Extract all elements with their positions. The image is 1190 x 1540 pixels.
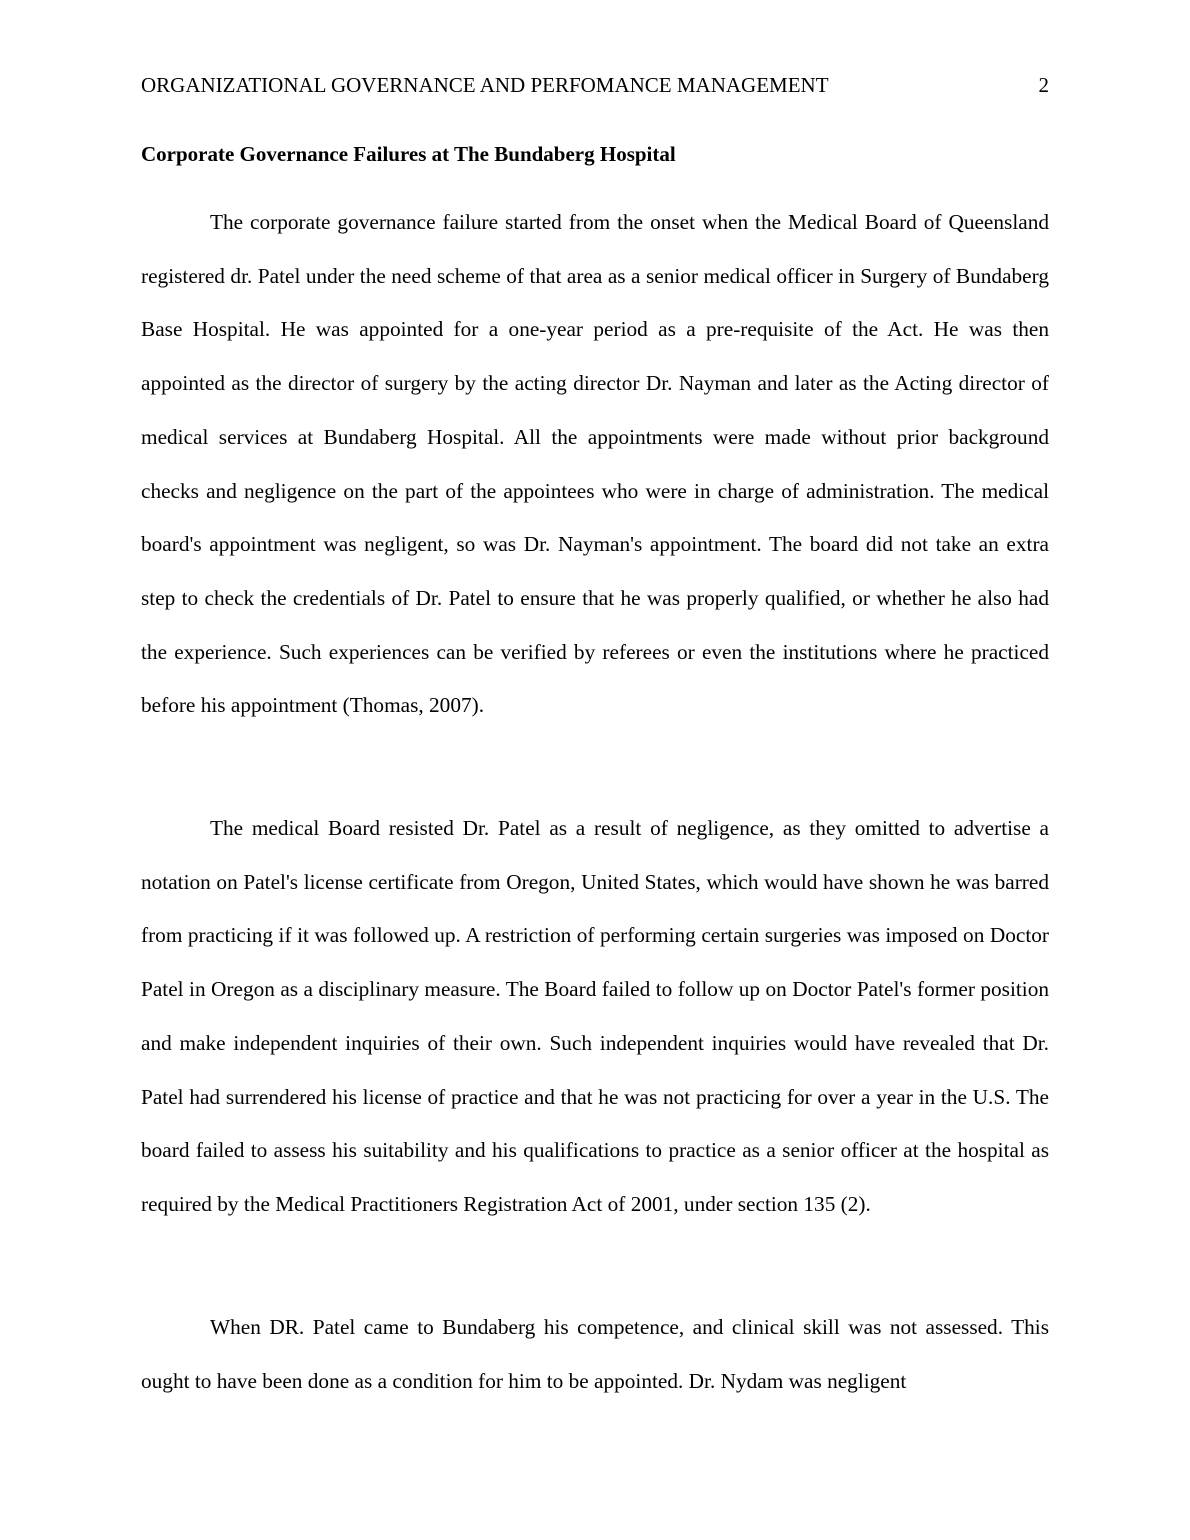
body-paragraph-1: The corporate governance failure started from the onset when the Medical Board of Queensland registered dr. Patel under the need scheme of that area as a senior medical officer in Surgery of Bundaberg Base Hospital. He was appointed for a one-year period as a pre-requisite of the Act. He was then appointed as the director of surgery by the acting director Dr. Nayman and later as the Acting director of medical services at Bundaberg Hospital. All the appointments were made without prior background checks and negligence on the part of the appointees who were in charge of administration. The medical board's appointment was negligent, so was Dr. Nayman's appointment. The board did not take an extra step to check the credentials of Dr. Patel to ensure that he was properly qualified, or whether he also had the experience. Such experiences can be verified by referees or even the institutions where he practiced before his appointment (Thomas, 2007). bbox=[141, 210, 1049, 718]
section-heading: Corporate Governance Failures at The Bundaberg Hospital bbox=[141, 142, 676, 166]
running-head bbox=[141, 72, 1049, 98]
running-head-title: ORGANIZATIONAL GOVERNANCE AND PERFOMANCE MANAGEMENT bbox=[141, 73, 829, 97]
page-number: 2 bbox=[1038, 73, 1049, 97]
body-paragraph-2: The medical Board resisted Dr. Patel as a result of negligence, as they omitted to advertise a notation on Patel's license certificate from Oregon, United States, which would have shown he was barred from practicing if it was followed up. A restriction of performing certain surgeries was imposed on Doctor Patel in Oregon as a disciplinary measure. The Board failed to follow up on Doctor Patel's former position and make independent inquiries of their own. Such independent inquiries would have revealed that Dr. Patel had surrendered his license of practice and that he was not practicing for over a year in the U.S. The board failed to assess his suitability and his qualifications to practice as a senior officer at the hospital as required by the Medical Practitioners Registration Act of 2001, under section 135 (2). bbox=[141, 816, 1049, 1216]
body-paragraph-3: When DR. Patel came to Bundaberg his competence, and clinical skill was not assessed. This ought to have been done as a condition for him to be appointed. Dr. Nydam was negligent bbox=[141, 1315, 1049, 1393]
